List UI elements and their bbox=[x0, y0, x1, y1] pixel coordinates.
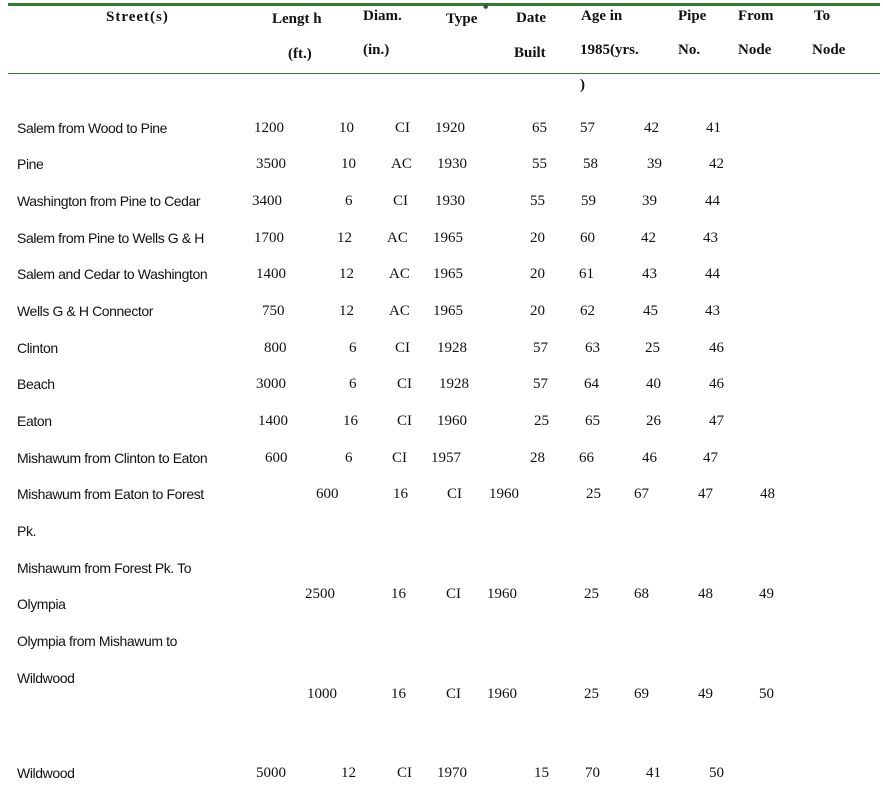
cell-diam: 16 bbox=[391, 686, 406, 702]
cell-type: CI bbox=[395, 120, 410, 136]
cell-street: Clinton bbox=[17, 340, 58, 356]
cell-from-node: 41 bbox=[646, 765, 661, 781]
cell-diam: 6 bbox=[349, 340, 357, 356]
cell-type: CI bbox=[397, 413, 412, 429]
cell-age: 25 bbox=[586, 486, 601, 502]
cell-pipe-no: 58 bbox=[583, 156, 598, 172]
header-age-line1: Age in bbox=[581, 8, 623, 24]
top-rule bbox=[8, 3, 880, 6]
cell-type: CI bbox=[446, 686, 461, 702]
cell-length: 3400 bbox=[252, 193, 282, 209]
cell-pipe-no: 61 bbox=[579, 266, 594, 282]
cell-pipe-no: 64 bbox=[584, 376, 599, 392]
cell-year: 1928 bbox=[439, 376, 469, 392]
cell-street: Eaton bbox=[17, 413, 52, 429]
cell-age: 25 bbox=[534, 413, 549, 429]
cell-pipe-no: 57 bbox=[580, 120, 595, 136]
cell-year: 1930 bbox=[435, 193, 465, 209]
header-length-line1: Lengt h bbox=[272, 11, 322, 27]
cell-age: 25 bbox=[584, 686, 599, 702]
cell-from-node: 43 bbox=[642, 266, 657, 282]
header-street: Street(s) bbox=[106, 9, 169, 25]
cell-age: 25 bbox=[584, 586, 599, 602]
cell-street-line2: Olympia bbox=[17, 596, 66, 612]
cell-street: Wells G & H Connector bbox=[17, 303, 154, 319]
cell-diam: 6 bbox=[345, 450, 353, 466]
cell-to-node: 46 bbox=[709, 376, 724, 392]
cell-age: 28 bbox=[530, 450, 545, 466]
header-to-line1: To bbox=[814, 8, 831, 24]
cell-to-node: 41 bbox=[706, 120, 721, 136]
header-diam-line1: Diam. bbox=[363, 8, 402, 24]
cell-street: Salem from Wood to Pine bbox=[17, 120, 168, 136]
cell-year: 1928 bbox=[437, 340, 467, 356]
cell-pipe-no: 67 bbox=[634, 486, 649, 502]
cell-age: 15 bbox=[534, 765, 549, 781]
cell-type: CI bbox=[446, 586, 461, 602]
cell-to-node: 47 bbox=[709, 413, 724, 429]
cell-length: 1400 bbox=[256, 266, 286, 282]
cell-age: 20 bbox=[530, 266, 545, 282]
header-type: Type bbox=[446, 11, 478, 27]
cell-to-node: 46 bbox=[709, 340, 724, 356]
cell-diam: 16 bbox=[343, 413, 358, 429]
cell-length: 1700 bbox=[254, 230, 284, 246]
header-pipe-line1: Pipe bbox=[678, 8, 707, 24]
cell-length: 1000 bbox=[307, 686, 337, 702]
cell-year: 1930 bbox=[437, 156, 467, 172]
cell-length: 750 bbox=[262, 303, 285, 319]
header-rule bbox=[8, 73, 880, 74]
cell-length: 600 bbox=[265, 450, 288, 466]
cell-diam: 12 bbox=[337, 230, 352, 246]
cell-pipe-no: 68 bbox=[634, 586, 649, 602]
cell-diam: 16 bbox=[391, 586, 406, 602]
header-from-line1: From bbox=[738, 8, 774, 24]
cell-age: 20 bbox=[530, 303, 545, 319]
header-pipe-line2: No. bbox=[678, 42, 701, 58]
cell-street-line2: Wildwood bbox=[17, 670, 75, 686]
cell-age: 20 bbox=[530, 230, 545, 246]
cell-age: 55 bbox=[532, 156, 547, 172]
cell-diam: 16 bbox=[393, 486, 408, 502]
cell-to-node: 49 bbox=[759, 586, 774, 602]
cell-street-line2: Pk. bbox=[17, 523, 37, 539]
cell-year: 1960 bbox=[489, 486, 519, 502]
cell-length: 2500 bbox=[305, 586, 335, 602]
cell-type: AC bbox=[389, 303, 410, 319]
cell-type: CI bbox=[392, 450, 407, 466]
cell-pipe-no: 65 bbox=[585, 413, 600, 429]
cell-to-node: 50 bbox=[759, 686, 774, 702]
cell-pipe-no: 59 bbox=[581, 193, 596, 209]
cell-type: CI bbox=[397, 376, 412, 392]
cell-street: Salem from Pine to Wells G & H bbox=[17, 230, 204, 246]
cell-type: CI bbox=[393, 193, 408, 209]
cell-pipe-no: 63 bbox=[585, 340, 600, 356]
cell-length: 1400 bbox=[258, 413, 288, 429]
cell-diam: 12 bbox=[339, 266, 354, 282]
cell-year: 1960 bbox=[487, 586, 517, 602]
cell-length: 3000 bbox=[256, 376, 286, 392]
cell-age: 57 bbox=[533, 376, 548, 392]
cell-street-line1: Mishawum from Forest Pk. To bbox=[17, 560, 192, 576]
cell-length: 800 bbox=[264, 340, 287, 356]
cell-from-node: 42 bbox=[641, 230, 656, 246]
cell-pipe-no: 70 bbox=[585, 765, 600, 781]
cell-year: 1960 bbox=[437, 413, 467, 429]
header-date-line1: Date bbox=[516, 10, 546, 26]
cell-to-node: 47 bbox=[703, 450, 718, 466]
cell-street-line1: Olympia from Mishawum to bbox=[17, 633, 177, 649]
cell-street: Beach bbox=[17, 376, 55, 392]
cell-to-node: 44 bbox=[705, 193, 720, 209]
cell-type: CI bbox=[397, 765, 412, 781]
cell-type: AC bbox=[391, 156, 412, 172]
header-age-line2: 1985(yrs. bbox=[580, 42, 639, 58]
cell-street: Pine bbox=[17, 156, 44, 172]
cell-from-node: 42 bbox=[644, 120, 659, 136]
cell-age: 57 bbox=[533, 340, 548, 356]
cell-street: Mishawum from Clinton to Eaton bbox=[17, 450, 208, 466]
cell-street: Washington from Pine to Cedar bbox=[17, 193, 201, 209]
cell-from-node: 25 bbox=[645, 340, 660, 356]
cell-pipe-no: 62 bbox=[580, 303, 595, 319]
cell-from-node: 48 bbox=[698, 586, 713, 602]
cell-length: 1200 bbox=[254, 120, 284, 136]
cell-diam: 12 bbox=[341, 765, 356, 781]
cell-year: 1965 bbox=[433, 303, 463, 319]
cell-diam: 10 bbox=[339, 120, 354, 136]
header-length-line2: (ft.) bbox=[288, 46, 312, 62]
header-diam-line2: (in.) bbox=[363, 42, 390, 58]
cell-diam: 10 bbox=[341, 156, 356, 172]
cell-to-node: 50 bbox=[709, 765, 724, 781]
cell-from-node: 39 bbox=[642, 193, 657, 209]
header-date-line2: Built bbox=[514, 45, 546, 61]
cell-to-node: 42 bbox=[709, 156, 724, 172]
header-age-line3: ) bbox=[580, 77, 585, 93]
cell-from-node: 47 bbox=[698, 486, 713, 502]
cell-street-line1: Mishawum from Eaton to Forest bbox=[17, 486, 204, 502]
header-to-line2: Node bbox=[812, 42, 846, 58]
cell-type: AC bbox=[387, 230, 408, 246]
cell-year: 1965 bbox=[433, 230, 463, 246]
cell-age: 55 bbox=[530, 193, 545, 209]
header-type-footnote-mark: * bbox=[483, 3, 489, 15]
cell-year: 1960 bbox=[487, 686, 517, 702]
cell-from-node: 39 bbox=[647, 156, 662, 172]
header-from-line2: Node bbox=[738, 42, 772, 58]
cell-from-node: 46 bbox=[642, 450, 657, 466]
cell-type: AC bbox=[389, 266, 410, 282]
cell-year: 1965 bbox=[433, 266, 463, 282]
cell-length: 3500 bbox=[256, 156, 286, 172]
cell-type: CI bbox=[395, 340, 410, 356]
cell-street: Wildwood bbox=[17, 765, 75, 781]
cell-from-node: 45 bbox=[643, 303, 658, 319]
cell-from-node: 49 bbox=[698, 686, 713, 702]
cell-diam: 12 bbox=[339, 303, 354, 319]
cell-to-node: 44 bbox=[705, 266, 720, 282]
cell-from-node: 40 bbox=[646, 376, 661, 392]
cell-pipe-no: 69 bbox=[634, 686, 649, 702]
cell-length: 600 bbox=[316, 486, 339, 502]
cell-from-node: 26 bbox=[646, 413, 661, 429]
cell-age: 65 bbox=[532, 120, 547, 136]
cell-to-node: 43 bbox=[705, 303, 720, 319]
cell-year: 1970 bbox=[437, 765, 467, 781]
cell-length: 5000 bbox=[256, 765, 286, 781]
cell-year: 1957 bbox=[431, 450, 461, 466]
cell-pipe-no: 60 bbox=[580, 230, 595, 246]
cell-year: 1920 bbox=[435, 120, 465, 136]
cell-type: CI bbox=[447, 486, 462, 502]
cell-to-node: 43 bbox=[703, 230, 718, 246]
cell-street: Salem and Cedar to Washington bbox=[17, 266, 208, 282]
cell-diam: 6 bbox=[345, 193, 353, 209]
cell-diam: 6 bbox=[349, 376, 357, 392]
cell-pipe-no: 66 bbox=[579, 450, 594, 466]
cell-to-node: 48 bbox=[760, 486, 775, 502]
